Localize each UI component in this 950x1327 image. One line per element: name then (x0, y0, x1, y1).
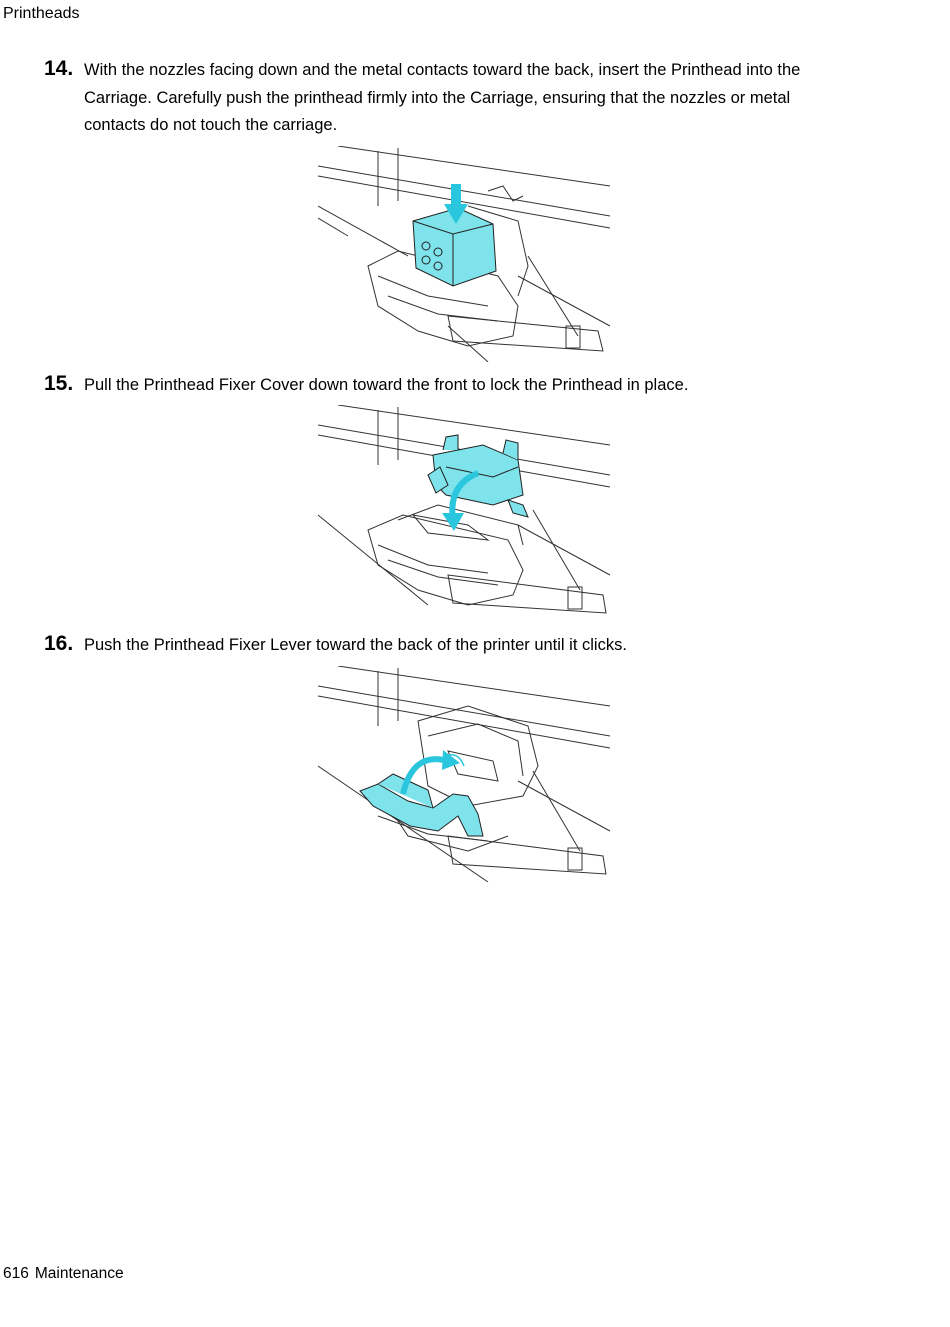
fixer-lever-highlight (360, 774, 483, 836)
step-14 (44, 57, 844, 140)
step-text: With the nozzles facing down and the metal contacts toward the back, insert the Printhead into the Carriage. Carefully push the printhead firmly into the Carriage, ensuring that the nozzles or metal contacts do not touch the carriage. (84, 61, 801, 134)
page-number: 616 (3, 1265, 29, 1282)
figure-insert-printhead (318, 146, 610, 362)
figure-fixer-cover (318, 405, 610, 621)
running-header: Printheads (3, 5, 80, 22)
step-text: Pull the Printhead Fixer Cover down toward the front to lock the Printhead in place. (84, 376, 689, 394)
printer-carriage-illustration (318, 146, 610, 362)
step-number: 14. (44, 57, 74, 80)
step-number: 16. (44, 632, 74, 655)
printer-carriage-illustration (318, 666, 610, 882)
step-number: 15. (44, 372, 74, 395)
step-15 (44, 372, 844, 400)
step-text: Push the Printhead Fixer Lever toward the back of the printer until it clicks. (84, 636, 627, 654)
figure-fixer-lever (318, 666, 610, 882)
printer-carriage-illustration (318, 405, 610, 621)
step-16 (44, 632, 844, 660)
chapter-name: Maintenance (34, 1265, 124, 1282)
page-footer (3, 1265, 124, 1283)
